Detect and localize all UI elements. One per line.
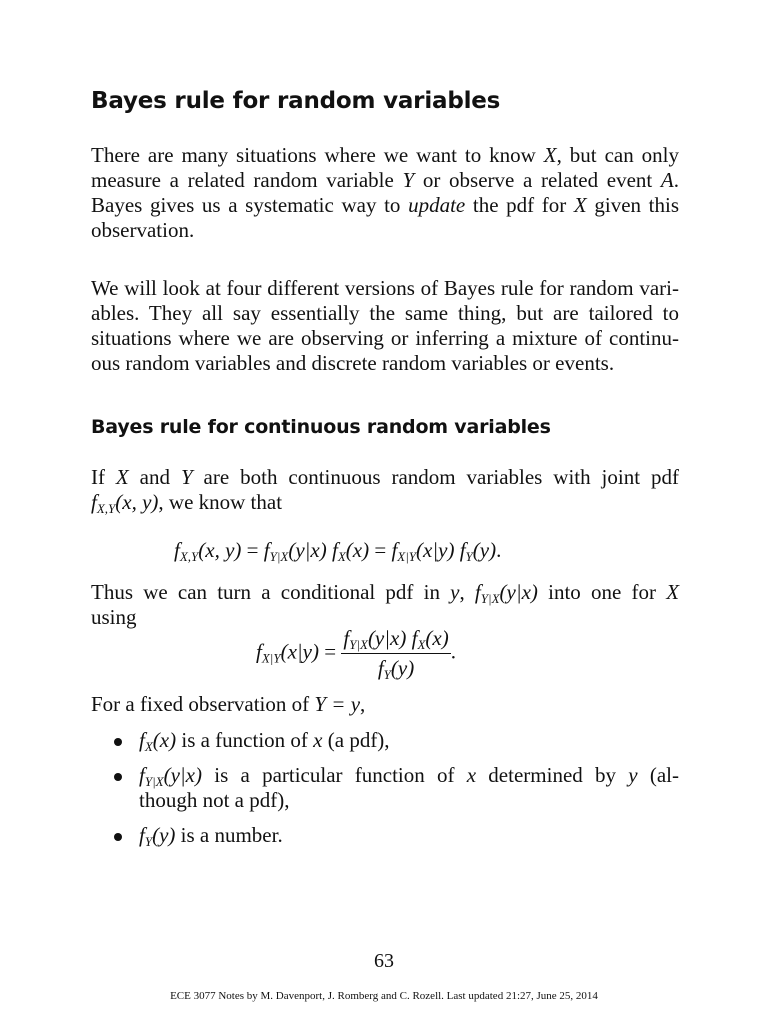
text-line: measure a related random variable Y or observe a related event A.	[91, 168, 679, 192]
continuous-paragraph	[91, 465, 679, 515]
text-line: We will look at four different versions of Bayes rule for random vari-	[91, 276, 679, 300]
emphasis-update: update	[408, 193, 466, 217]
text-line: Thus we can turn a conditional pdf in y, $f_{Y|X}(y|x)$ into one for X	[91, 580, 680, 606]
subsection-heading: Bayes rule for continuous random variables	[91, 416, 551, 438]
versions-paragraph	[91, 276, 679, 376]
text-line: $f_{X,Y}(x$, y), we know that	[91, 490, 283, 516]
bullet-icon	[114, 773, 122, 781]
intro-paragraph	[91, 143, 679, 243]
text-line: For a fixed observation of Y = y,	[91, 692, 366, 716]
text-line: using	[91, 605, 137, 629]
bullet-list	[91, 728, 679, 858]
bayes-equation: $f_{X|Y}(x|y)$ = $\frac{f_{Y|X}(y|x) f_X(x)}{f_Y(y)}$ .	[256, 626, 456, 682]
fixed-observation-line	[91, 692, 679, 717]
bullet-icon	[114, 738, 122, 746]
section-heading: Bayes rule for random variables	[91, 88, 501, 114]
text-line: observation.	[91, 218, 195, 242]
joint-pdf-equation: $f_{X,Y}(x$, $y) = f_{Y|X}(y|x) f_X(x) = f_{X|Y}(x|y)$ $f_Y(y)$.	[174, 538, 502, 564]
text-line: situations where we are observing or inferring a mixture of continu-	[91, 326, 679, 350]
thus-paragraph	[91, 580, 679, 630]
text-line: Bayes gives us a systematic way to update the pdf for X given this	[91, 193, 680, 217]
bullet-icon	[114, 833, 122, 841]
page-number: 63	[374, 950, 394, 972]
fraction: $\frac{f_{Y|X}(y|x) f_X(x)}{f_Y(y)}$	[343, 626, 449, 682]
list-item: $f_Y(y)$ is a number.	[91, 823, 679, 848]
text-line: If X and Y are both continuous random variables with joint pdf	[91, 465, 679, 489]
text-line: ous random variables and discrete random variables or events.	[91, 351, 615, 375]
text-line: There are many situations where we want to know X, but can only	[91, 143, 679, 167]
text-line: ables. They all say essentially the same thing, but are tailored to	[91, 301, 679, 325]
list-item: $f_{Y|X}(y|x)$ is a particular function of x determined by y (al- though not a pdf),	[91, 763, 679, 813]
page-footer: ECE 3077 Notes by M. Davenport, J. Romberg and C. Rozell. Last updated 21:27, June 25, 2014	[170, 990, 598, 1002]
list-item: $f_X(x)$ is a function of x (a pdf),	[91, 728, 679, 753]
